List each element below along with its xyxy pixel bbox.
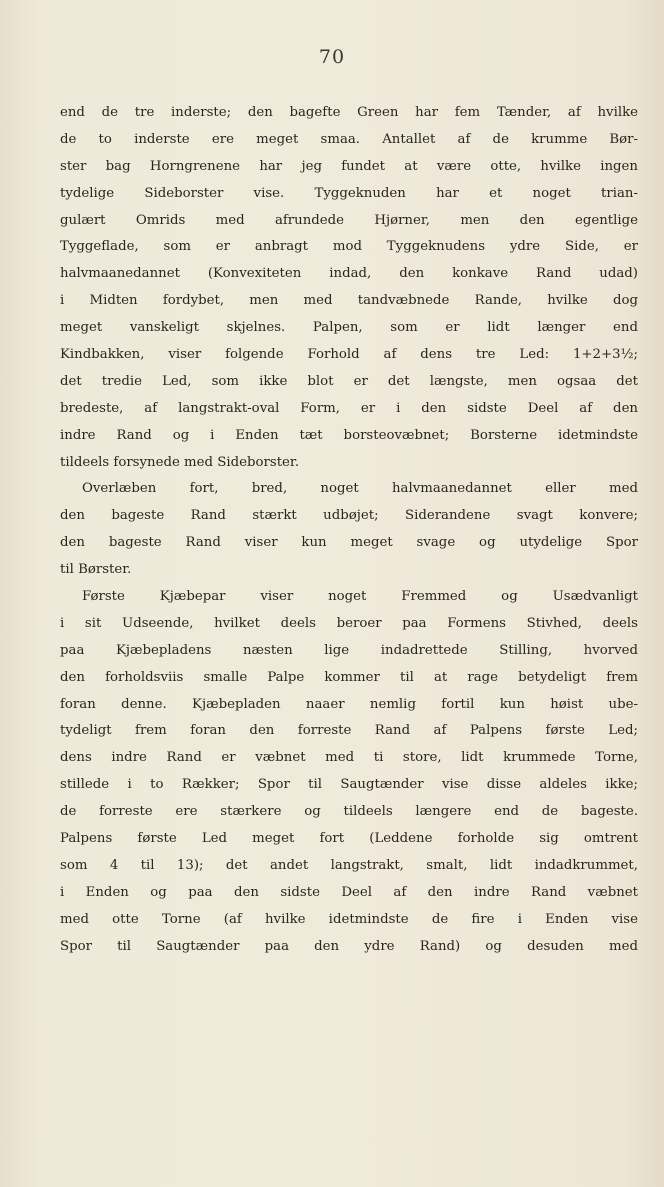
page-number: 70: [318, 46, 346, 68]
text-line: tydeligt frem foran den forreste Rand af Palpens første Led;: [60, 723, 638, 739]
text-line: ster bag Horngrenene har jeg fundet at være otte, hvilke ingen: [60, 158, 638, 174]
text-line: dens indre Rand er væbnet med ti store, lidt krummede Torne,: [60, 750, 638, 766]
text-line: i sit Udseende, hvilket deels beroer paa Formens Stivhed, deels: [60, 615, 638, 631]
text-line: med otte Torne (af hvilke idetmindste de fire i Enden vise: [60, 911, 638, 927]
text-line: tydelige Sideborster vise. Tyggeknuden har et noget trian-: [60, 185, 638, 201]
text-line: bredeste, af langstrakt-oval Form, er i den sidste Deel af den: [60, 400, 638, 416]
text-line: i Enden og paa den sidste Deel af den indre Rand væbnet: [60, 884, 638, 900]
text-line: Spor til Saugtænder paa den ydre Rand) og desuden med: [60, 938, 638, 954]
text-line: den bageste Rand stærkt udbøjet; Siderandene svagt konvere;: [60, 508, 638, 524]
text-line: den forholdsviis smalle Palpe kommer til at rage betydeligt frem: [60, 669, 638, 685]
text-line: Første Kjæbepar viser noget Fremmed og Usædvanligt: [82, 589, 638, 605]
body-text: [60, 100, 638, 961]
text-line: gulært Omrids med afrundede Hjørner, men den egentlige: [60, 212, 638, 228]
text-line: i Midten fordybet, men med tandvæbnede Rande, hvilke dog: [60, 293, 638, 309]
text-line: meget vanskeligt skjelnes. Palpen, som er lidt længer end: [60, 320, 638, 336]
text-line: som 4 til 13); det andet langstrakt, smalt, lidt indadkrummet,: [60, 857, 638, 873]
text-line: de to inderste ere meget smaa. Antallet af de krumme Bør-: [60, 131, 638, 147]
text-line: den bageste Rand viser kun meget svage og utydelige Spor: [60, 535, 638, 551]
text-line: foran denne. Kjæbepladen naaer nemlig fortil kun høist ube-: [60, 696, 638, 712]
text-line: til Børster.: [60, 562, 132, 578]
text-line: paa Kjæbepladens næsten lige indadrettede Stilling, hvorved: [60, 642, 638, 658]
text-line: stillede i to Rækker; Spor til Saugtænder vise disse aldeles ikke;: [60, 777, 638, 793]
text-line: Kindbakken, viser folgende Forhold af dens tre Led: 1+2+3½;: [60, 347, 638, 363]
text-line: Overlæben fort, bred, noget halvmaanedannet eller med: [82, 481, 638, 497]
text-line: Tyggeflade, som er anbragt mod Tyggeknudens ydre Side, er: [60, 239, 638, 255]
text-line: halvmaanedannet (Konvexiteten indad, den konkave Rand udad): [60, 266, 638, 282]
text-line: Palpens første Led meget fort (Leddene forholde sig omtrent: [60, 831, 638, 847]
text-line: de forreste ere stærkere og tildeels længere end de bageste.: [60, 804, 638, 820]
text-line: indre Rand og i Enden tæt borsteovæbnet; Borsterne idetmindste: [60, 427, 638, 443]
text-line: end de tre inderste; den bagefte Green har fem Tænder, af hvilke: [60, 105, 638, 120]
text-line: det tredie Led, som ikke blot er det længste, men ogsaa det: [60, 373, 638, 389]
text-line: tildeels forsynede med Sideborster.: [60, 454, 300, 470]
